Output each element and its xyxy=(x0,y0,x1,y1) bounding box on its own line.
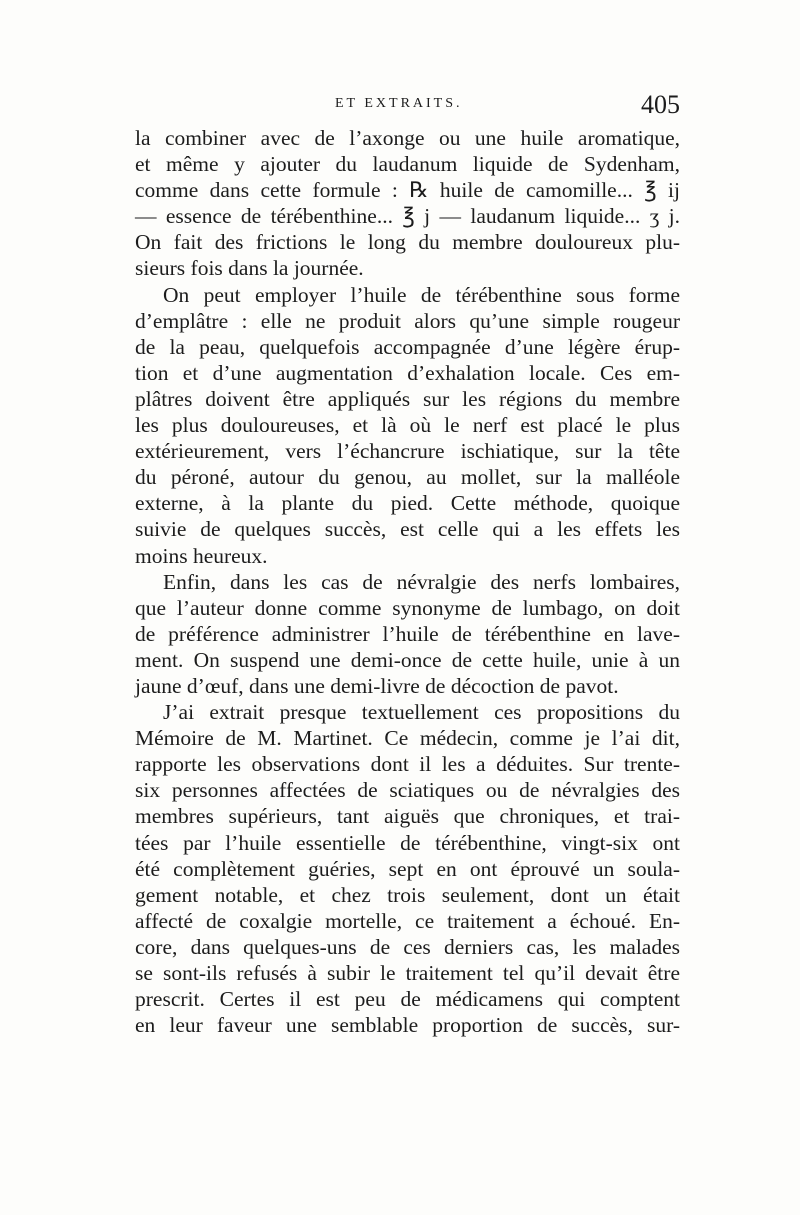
text-line: externe, à la plante du pied. Cette méthode, quoique xyxy=(135,491,680,516)
text-line: — essence de térébenthine... ℥ j — laudanum liquide... ʒ j. xyxy=(135,204,680,229)
text-line: six personnes affectées de sciatiques ou de névralgies des xyxy=(135,778,680,803)
text-line: ment. On suspend une demi-once de cette huile, unie à un xyxy=(135,647,680,672)
body-text xyxy=(135,125,680,1038)
text-line: et même y ajouter du laudanum liquide de Sydenham, xyxy=(135,152,680,177)
text-line: jaune d’œuf, dans une demi-livre de décoction de pavot. xyxy=(135,673,619,698)
page-number: 405 xyxy=(641,90,680,119)
text-line: rapporte les observations dont il les a déduites. Sur trente- xyxy=(135,752,680,777)
text-line: se sont-ils refusés à subir le traitement tel qu’il devait être xyxy=(135,961,680,985)
text-line: On fait des frictions le long du membre douloureux plu- xyxy=(135,230,680,255)
text-line: Mémoire de M. Martinet. Ce médecin, comme je l’ai dit, xyxy=(135,726,680,751)
text-line: suivie de quelques succès, est celle qui a les effets les xyxy=(135,517,680,542)
text-line: que l’auteur donne comme synonyme de lumbago, on doit xyxy=(135,595,680,620)
text-line: du péroné, autour du genou, au mollet, sur la malléole xyxy=(135,465,680,490)
text-line: comme dans cette formule : ℞ huile de camomille... ℥ ij xyxy=(135,178,680,203)
text-line: extérieurement, vers l’échancrure ischiatique, sur la tête xyxy=(135,439,680,464)
running-head xyxy=(135,90,680,120)
text-line: moins heureux. xyxy=(135,543,268,568)
text-line: été complètement guéries, sept en ont éprouvé un soula- xyxy=(135,856,680,881)
text-line: en leur faveur une semblable proportion de succès, sur- xyxy=(135,1013,680,1038)
text-line: la combiner avec de l’axonge ou une huile aromatique, xyxy=(135,126,680,150)
text-line: de la peau, quelquefois accompagnée d’une légère érup- xyxy=(135,334,680,359)
text-line: J’ai extrait presque textuellement ces propositions du xyxy=(163,700,680,725)
text-line: tion et d’une augmentation d’exhalation locale. Ces em- xyxy=(135,360,680,385)
text-line: core, dans quelques-uns de ces derniers cas, les malades xyxy=(135,934,680,959)
text-line: de préférence administrer l’huile de térébenthine en lave- xyxy=(135,621,680,646)
text-line: plâtres doivent être appliqués sur les régions du membre xyxy=(135,386,680,411)
running-title: ET EXTRAITS. xyxy=(335,96,463,111)
text-line: membres supérieurs, tant aiguës que chroniques, et trai- xyxy=(135,804,680,829)
text-line: d’emplâtre : elle ne produit alors qu’une simple rougeur xyxy=(135,308,680,333)
text-line: gement notable, et chez trois seulement, dont un était xyxy=(135,882,680,907)
text-line: Enfin, dans les cas de névralgie des nerfs lombaires, xyxy=(163,569,680,594)
text-line: sieurs fois dans la journée. xyxy=(135,256,364,281)
text-line: prescrit. Certes il est peu de médicamens qui comptent xyxy=(135,987,680,1012)
text-line: tées par l’huile essentielle de térébenthine, vingt-six ont xyxy=(135,830,680,855)
text-line: les plus douloureuses, et là où le nerf est placé le plus xyxy=(135,413,680,438)
text-line: On peut employer l’huile de térébenthine sous forme xyxy=(163,282,680,307)
text-line: affecté de coxalgie mortelle, ce traitement a échoué. En- xyxy=(135,908,680,933)
